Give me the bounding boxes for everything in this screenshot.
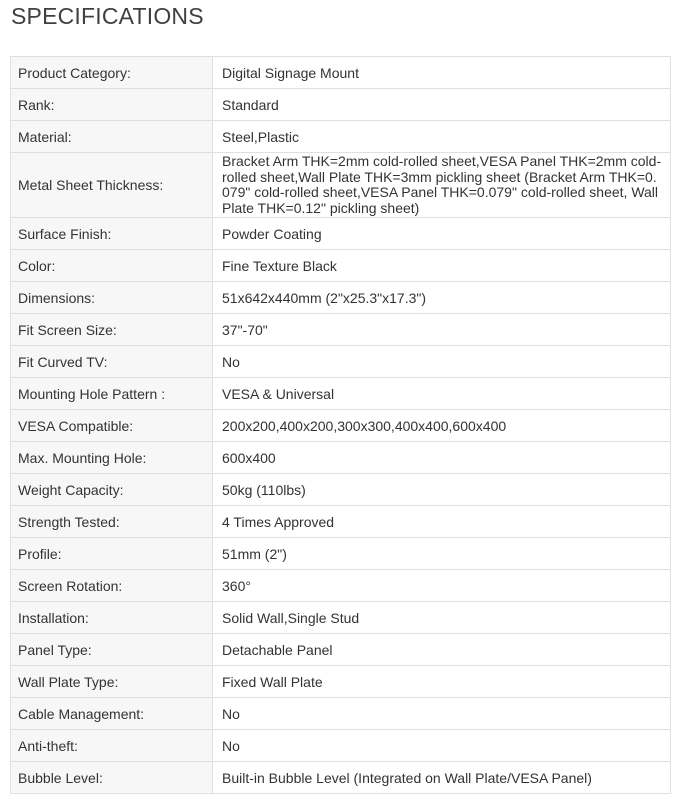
- spec-value: Fine Texture Black: [213, 250, 671, 282]
- spec-label: Wall Plate Type:: [11, 666, 213, 698]
- spec-row-strength-tested: [11, 506, 671, 538]
- spec-value: No: [213, 698, 671, 730]
- spec-row-surface-finish: [11, 218, 671, 250]
- spec-label: Dimensions:: [11, 282, 213, 314]
- spec-label: Material:: [11, 121, 213, 153]
- spec-row-screen-rotation: [11, 570, 671, 602]
- spec-value: No: [213, 730, 671, 762]
- spec-label: Fit Curved TV:: [11, 346, 213, 378]
- spec-row-installation: [11, 602, 671, 634]
- spec-value: 4 Times Approved: [213, 506, 671, 538]
- spec-row-panel-type: [11, 634, 671, 666]
- spec-label: Surface Finish:: [11, 218, 213, 250]
- spec-label: Screen Rotation:: [11, 570, 213, 602]
- spec-value: Digital Signage Mount: [213, 57, 671, 89]
- spec-label: Product Category:: [11, 57, 213, 89]
- spec-value: No: [213, 346, 671, 378]
- spec-label: Mounting Hole Pattern :: [11, 378, 213, 410]
- spec-row-fit-screen-size: [11, 314, 671, 346]
- spec-row-metal-sheet-thickness: [11, 153, 671, 218]
- spec-label: Profile:: [11, 538, 213, 570]
- spec-value: Detachable Panel: [213, 634, 671, 666]
- spec-row-profile: [11, 538, 671, 570]
- spec-value: Steel,Plastic: [213, 121, 671, 153]
- spec-row-dimensions: [11, 282, 671, 314]
- spec-label: Weight Capacity:: [11, 474, 213, 506]
- spec-value: Powder Coating: [213, 218, 671, 250]
- spec-value: 50kg (110lbs): [213, 474, 671, 506]
- spec-row-rank: [11, 89, 671, 121]
- spec-label: Installation:: [11, 602, 213, 634]
- spec-label: Panel Type:: [11, 634, 213, 666]
- spec-row-color: [11, 250, 671, 282]
- spec-label: Rank:: [11, 89, 213, 121]
- spec-value: Bracket Arm THK=2mm cold-rolled sheet,VESA Panel THK=2mm cold-rolled sheet,Wall Plate THK=3mm pickling sheet (Bracket Arm THK=0.079" cold-rolled sheet,VESA Panel THK=0.079" cold-rolled sheet, Wall Plate THK=0.12" pickling sheet): [213, 153, 671, 218]
- spec-row-product-category: [11, 57, 671, 89]
- page-title: SPECIFICATIONS: [11, 3, 204, 29]
- spec-label: VESA Compatible:: [11, 410, 213, 442]
- spec-label: Bubble Level:: [11, 762, 213, 794]
- spec-row-wall-plate-type: [11, 666, 671, 698]
- spec-row-cable-management: [11, 698, 671, 730]
- spec-label: Strength Tested:: [11, 506, 213, 538]
- spec-label: Color:: [11, 250, 213, 282]
- spec-value: 51x642x440mm (2"x25.3"x17.3"): [213, 282, 671, 314]
- spec-label: Fit Screen Size:: [11, 314, 213, 346]
- spec-row-anti-theft: [11, 730, 671, 762]
- spec-row-material: [11, 121, 671, 153]
- spec-value: 51mm (2"): [213, 538, 671, 570]
- spec-row-mounting-hole-pattern: [11, 378, 671, 410]
- spec-label: Metal Sheet Thickness:: [11, 153, 213, 218]
- spec-row-vesa-compatible: [11, 410, 671, 442]
- spec-value: Solid Wall,Single Stud: [213, 602, 671, 634]
- spec-value: VESA & Universal: [213, 378, 671, 410]
- spec-value: 600x400: [213, 442, 671, 474]
- spec-row-max-mounting-hole: [11, 442, 671, 474]
- spec-row-fit-curved-tv: [11, 346, 671, 378]
- spec-label: Cable Management:: [11, 698, 213, 730]
- spec-label: Max. Mounting Hole:: [11, 442, 213, 474]
- spec-value: 37"-70": [213, 314, 671, 346]
- spec-row-bubble-level: [11, 762, 671, 794]
- spec-value: Built-in Bubble Level (Integrated on Wall Plate/VESA Panel): [213, 762, 671, 794]
- specifications-table: [10, 56, 671, 794]
- spec-value: 360°: [213, 570, 671, 602]
- spec-row-weight-capacity: [11, 474, 671, 506]
- spec-value: 200x200,400x200,300x300,400x400,600x400: [213, 410, 671, 442]
- spec-value: Standard: [213, 89, 671, 121]
- spec-value: Fixed Wall Plate: [213, 666, 671, 698]
- spec-label: Anti-theft:: [11, 730, 213, 762]
